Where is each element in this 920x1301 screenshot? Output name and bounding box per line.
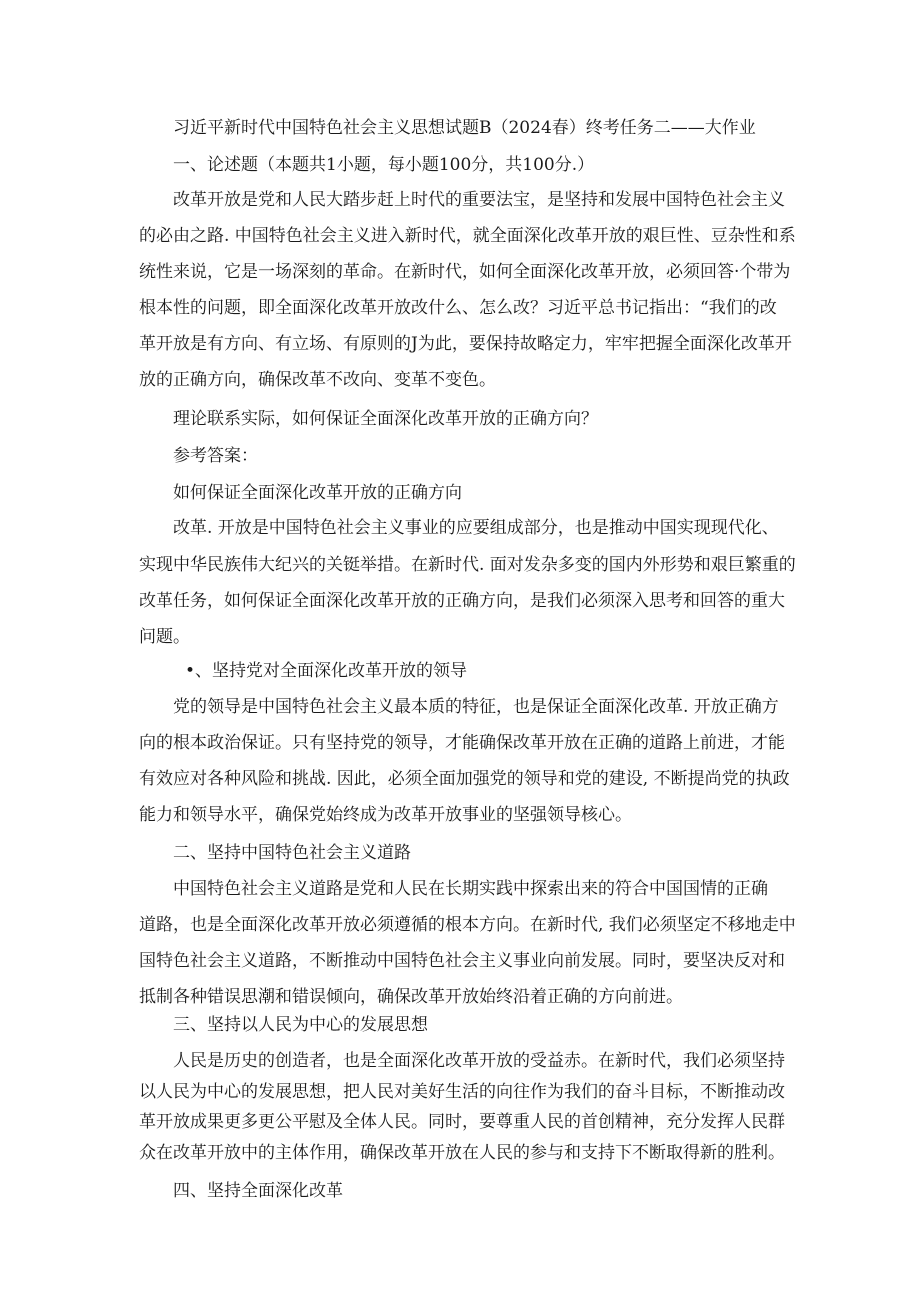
point1-heading: •、坚持党对全面深化改革开放的领导 xyxy=(185,661,468,681)
point3-line: 革开放成果更多更公平慰及全体人民。同时，要尊重人民的首创精神，充分发挥人民群 xyxy=(139,1112,785,1132)
question-prompt: 理论联系实际，如何保证全面深化改革开放的正确方向？ xyxy=(173,409,598,429)
point3-line: 以人民为中心的发展思想，把人民对美好生活的向往作为我们的奋斗目标，不断推动改 xyxy=(139,1082,785,1102)
answer-label: 参考答案： xyxy=(173,446,258,466)
intro-line: 实现中华民族伟大纪兴的关铤举措。在新时代. 面对发杂多变的国内外形势和艰巨繁重的 xyxy=(139,555,796,575)
point2-line: 中国特色社会主义道路是党和人民在长期实践中探索出来的符合中国国情的正确 xyxy=(173,879,768,899)
point2-line: 道路，也是全面深化改革开放必须遵循的根本方向。在新时代, 我们必须坚定不移地走中 xyxy=(139,915,796,935)
intro-line: 改革任务，如何保证全面深化改革开放的正确方向，是我们必须深入思考和回答的重大 xyxy=(139,591,785,611)
point2-line: 抵制各种错误思潮和错误倾向，确保改革开放始终沿着正确的方向前进。 xyxy=(139,987,683,1007)
intro-line: 问题。 xyxy=(139,627,190,647)
document-title: 习近平新时代中国特色社会主义思想试题B（2024春）终考任务二——大作业 xyxy=(173,118,756,138)
point3-heading: 三、坚持以人民为中心的发展思想 xyxy=(173,1015,428,1035)
intro-line: 改革. 开放是中国特色社会主义事业的应要组成部分，也是推动中国实现现代化、 xyxy=(173,518,779,538)
question-line: 的必由之路. 中国特色社会主义进入新时代，就全面深化改革开放的艰巨性、豆杂性和系 xyxy=(139,226,796,246)
question-line: 统性来说，它是一场深刻的革命。在新时代，如何全面深化改革开放，必须回答·个带为 xyxy=(139,262,791,282)
point3-line: 众在改革开放中的主体作用，确保改革开放在人民的参与和支持下不断取得新的胜利。 xyxy=(139,1143,785,1163)
point1-line: 能力和领导水平，确保党始终成为改革开放事业的坚强领导核心。 xyxy=(139,805,632,825)
point1-line: 有效应对各种风险和挑战. 因此，必须全面加强党的领导和党的建设, 不断提尚党的执政 xyxy=(139,769,790,789)
point4-heading: 四、坚持全面深化改革 xyxy=(173,1181,343,1201)
point2-heading: 二、坚持中国特色社会主义道路 xyxy=(173,843,411,863)
question-line: 改革开放是党和人民大踏步赶上时代的重要法宝，是坚持和发展中国特色社会主义 xyxy=(173,190,785,210)
point3-line: 人民是历史的创造者，也是全面深化改革开放的受益赤。在新时代，我们必须坚持 xyxy=(173,1051,785,1071)
section-heading: 一、论述题（本题共1小题，每小题100分，共100分.） xyxy=(173,155,595,175)
question-line: 放的正确方向，确保改革不改向、变革不变色。 xyxy=(139,370,496,390)
question-line: 根本性的问题，即全面深化改革开放改什么、怎么改？习近平总书记指出：“我们的改 xyxy=(139,298,777,318)
question-line: 革开放是有方向、有立场、有原则的J为此，要保持故略定力，牢牢把握全面深化改革开 xyxy=(139,334,792,354)
point1-line: 党的领导是中国特色社会主义最本质的特征，也是保证全面深化改革. 开放正确方 xyxy=(173,697,779,717)
point1-line: 向的根本政治保证。只有坚持党的领导，才能确保改革开放在正确的道路上前进，才能 xyxy=(139,733,785,753)
answer-title: 如何保证全面深化改革开放的正确方向 xyxy=(173,483,462,503)
point2-line: 国特色社会主义道路，不断推动中国特色社会主义事业向前发展。同时，要坚决反对和 xyxy=(139,951,785,971)
